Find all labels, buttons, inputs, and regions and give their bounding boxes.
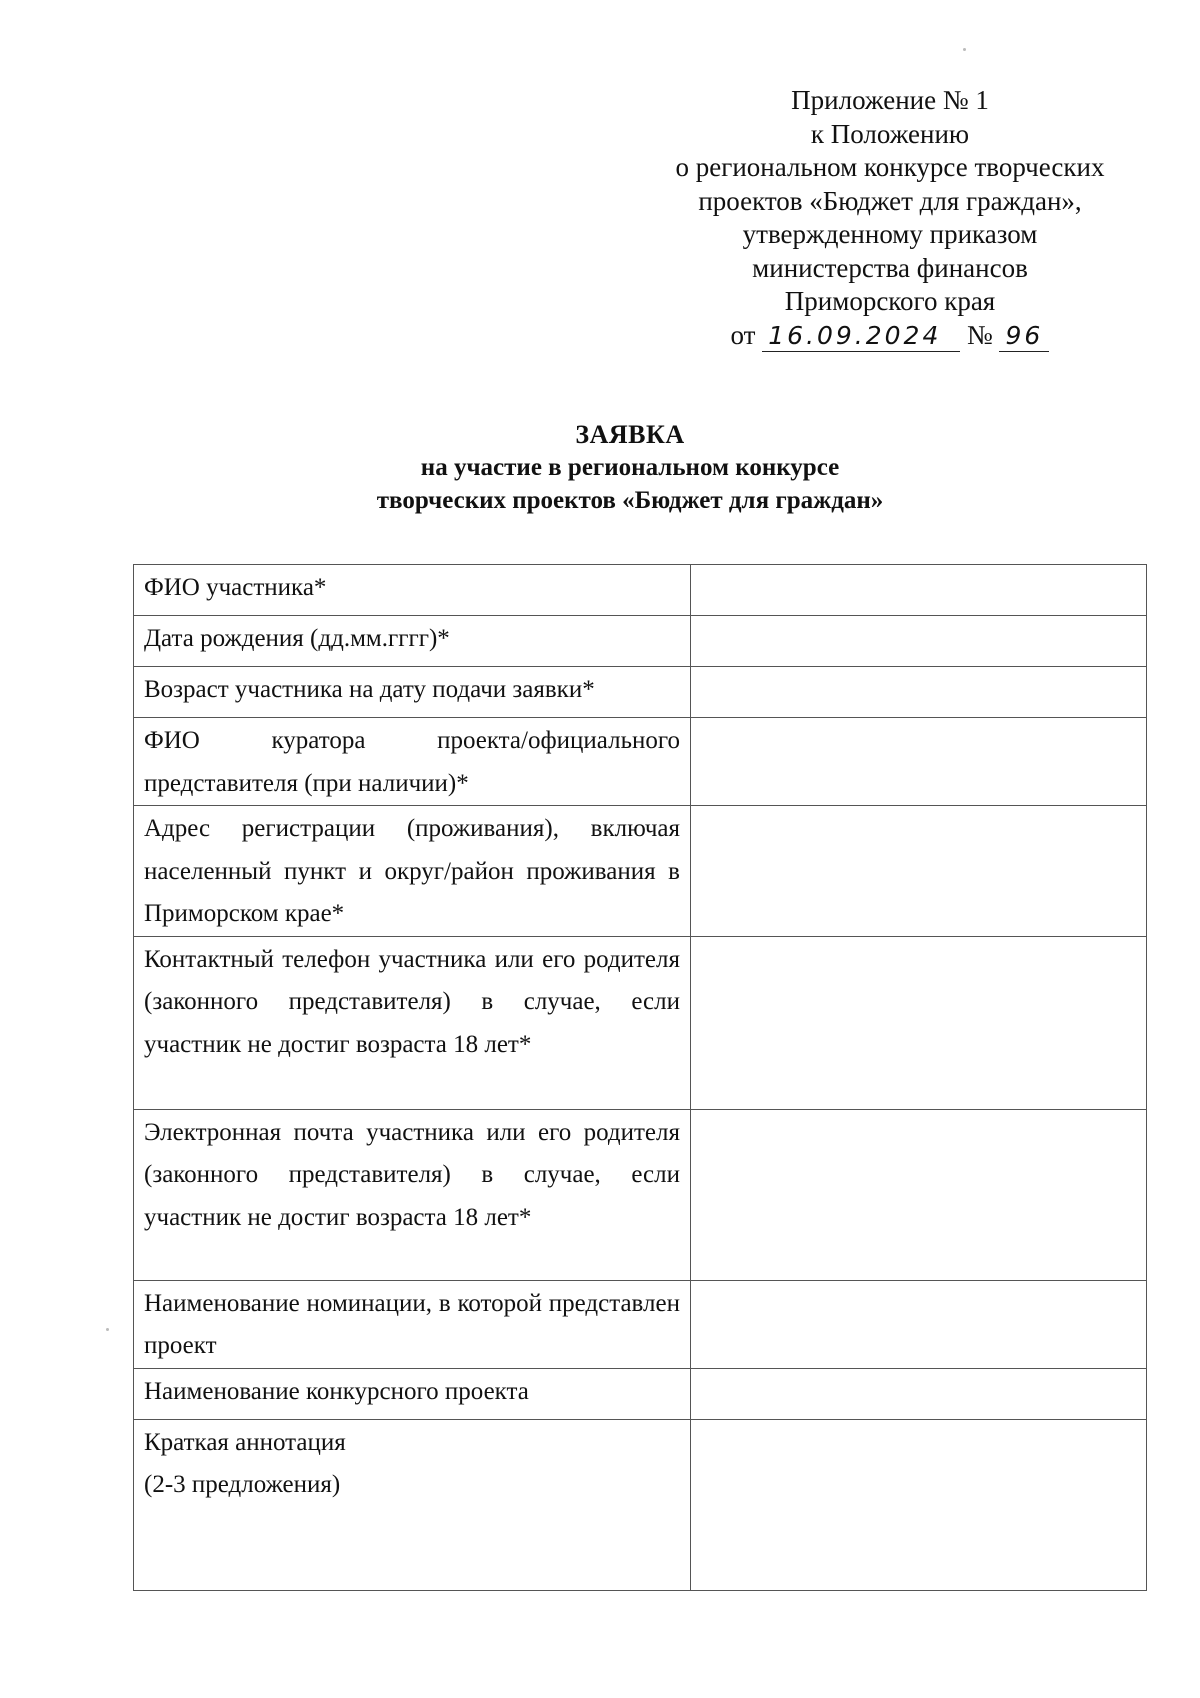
- field-label: ФИО участника*: [134, 565, 691, 616]
- form-row: [134, 1419, 1147, 1590]
- field-value[interactable]: [691, 616, 1147, 667]
- form-row: [134, 1109, 1147, 1280]
- form-row: [134, 616, 1147, 667]
- title-subline: на участие в региональном конкурсе: [420, 454, 840, 481]
- appendix-header: [620, 84, 1160, 352]
- application-form-table: [133, 564, 1147, 1591]
- field-label: Адрес регистрации (проживания), включая населенный пункт и округ/район проживания в Приморском крае*: [134, 806, 691, 937]
- appendix-line: Приморского края: [784, 286, 996, 316]
- form-row: [134, 667, 1147, 718]
- field-value[interactable]: [691, 1109, 1147, 1280]
- form-row: [134, 1280, 1147, 1368]
- form-row: [134, 1368, 1147, 1419]
- scan-speck: [963, 48, 966, 51]
- appendix-line: проектов «Бюджет для граждан»,: [698, 185, 1082, 216]
- appendix-line: министерства финансов: [752, 252, 1028, 283]
- field-value[interactable]: [691, 1280, 1147, 1368]
- form-row: [134, 565, 1147, 616]
- form-row: [134, 718, 1147, 806]
- form-row: [134, 806, 1147, 937]
- field-label: Дата рождения (дд.мм.гггг)*: [134, 616, 691, 667]
- handwritten-date: 16.09.2024: [762, 321, 960, 352]
- title-main: ЗАЯВКА: [575, 420, 685, 449]
- field-label: Наименование номинации, в которой представлен проект: [134, 1280, 691, 1368]
- field-value[interactable]: [691, 1368, 1147, 1419]
- field-label: Наименование конкурсного проекта: [134, 1368, 691, 1419]
- handwritten-number: 96: [999, 321, 1049, 352]
- appendix-line: утвержденному приказом: [742, 219, 1038, 249]
- appendix-line: о региональном конкурсе творческих: [675, 152, 1105, 182]
- number-prefix: №: [966, 319, 993, 350]
- field-label: Возраст участника на дату подачи заявки*: [134, 667, 691, 718]
- field-label: Электронная почта участника или его родителя (законного представителя) в случае, если участник не достиг возраста 18 лет*: [134, 1109, 691, 1280]
- date-prefix: от: [730, 319, 756, 350]
- field-label: ФИО куратора проекта/официального представителя (при наличии)*: [134, 718, 691, 806]
- field-value[interactable]: [691, 565, 1147, 616]
- field-value[interactable]: [691, 667, 1147, 718]
- application-title: [0, 418, 1200, 517]
- order-date-line: [620, 319, 1160, 353]
- field-value[interactable]: [691, 718, 1147, 806]
- scan-speck: [106, 1328, 109, 1331]
- field-value[interactable]: [691, 1419, 1147, 1590]
- form-row: [134, 936, 1147, 1109]
- field-label: Краткая аннотация (2-3 предложения): [134, 1419, 691, 1590]
- field-label: Контактный телефон участника или его родителя (законного представителя) в случае, если участник не достиг возраста 18 лет*: [134, 936, 691, 1109]
- field-value[interactable]: [691, 806, 1147, 937]
- appendix-line: Приложение № 1: [791, 85, 989, 115]
- appendix-line: к Положению: [810, 118, 970, 149]
- title-subline: творческих проектов «Бюджет для граждан»: [376, 487, 884, 514]
- field-value[interactable]: [691, 936, 1147, 1109]
